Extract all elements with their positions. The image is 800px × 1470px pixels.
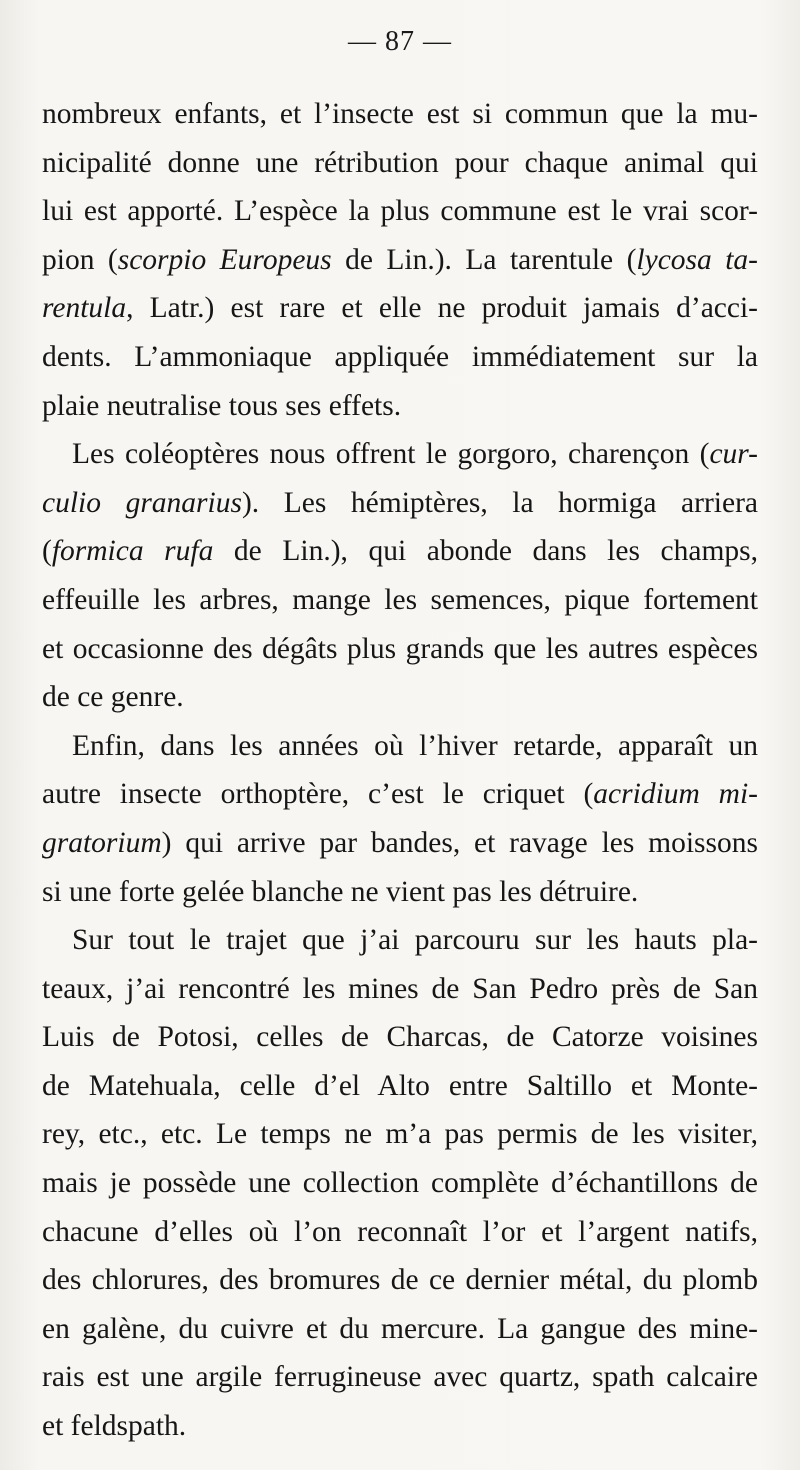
text-line: Enfin, dans les années où l’hiver retarde, apparaît un — [72, 729, 758, 762]
text-line: Luis de Potosi, celles de Charcas, de Catorze voisines — [42, 1021, 758, 1054]
text-line: de Matehuala, celle d’el Alto entre Saltillo et Monte- — [42, 1069, 758, 1102]
text-line: chacune d’elles où l’on reconnaît l’or et l’argent natifs, — [42, 1215, 758, 1248]
text-line: lui est apporté. L’espèce la plus commune est le vrai scor- — [42, 195, 758, 228]
text-line: de ce genre. — [42, 681, 184, 714]
text-line: rey, etc., etc. Le temps ne m’a pas permis de les visiter, — [42, 1118, 758, 1151]
text-line: rentula, Latr.) est rare et elle ne produit jamais d’acci- — [42, 292, 758, 325]
text-line: nicipalité donne une rétribution pour chaque animal qui — [42, 146, 758, 179]
text-line: Les coléoptères nous offrent le gorgoro, charençon (cur- — [72, 438, 758, 471]
body-text — [42, 90, 758, 1451]
text-line: mais je possède une collection complète d’échantillons de — [42, 1167, 758, 1200]
text-line: effeuille les arbres, mange les semences, pique fortement — [42, 583, 758, 616]
text-line: si une forte gelée blanche ne vient pas les détruire. — [42, 875, 639, 908]
text-line: nombreux enfants, et l’insecte est si commun que la mu- — [42, 98, 758, 130]
text-line: culio granarius). Les hémiptères, la hormiga arriera — [42, 486, 758, 519]
text-line: autre insecte orthoptère, c’est le criquet (acridium mi- — [42, 778, 758, 811]
text-line: plaie neutralise tous ses effets. — [42, 389, 402, 422]
text-line: des chlorures, des bromures de ce dernier métal, du plomb — [42, 1264, 758, 1297]
text-line: en galène, du cuivre et du mercure. La gangue des mine- — [42, 1312, 758, 1345]
page-number: — 87 — — [348, 26, 452, 57]
text-line: dents. L’ammoniaque appliquée immédiatement sur la — [42, 340, 758, 373]
text-line: (formica rufa de Lin.), qui abonde dans les champs, — [42, 535, 758, 568]
text-line: et feldspath. — [42, 1410, 187, 1443]
text-line: pion (scorpio Europeus de Lin.). La tarentule (lycosa ta- — [42, 243, 758, 276]
text-line: gratorium) qui arrive par bandes, et ravage les moissons — [42, 826, 758, 859]
text-line: Sur tout le trajet que j’ai parcouru sur les hauts pla- — [72, 924, 758, 957]
text-line: et occasionne des dégâts plus grands que les autres espèces — [42, 632, 758, 665]
text-line: teaux, j’ai rencontré les mines de San Pedro près de San — [42, 972, 758, 1005]
text-line: rais est une argile ferrugineuse avec quartz, spath calcaire — [42, 1361, 758, 1394]
